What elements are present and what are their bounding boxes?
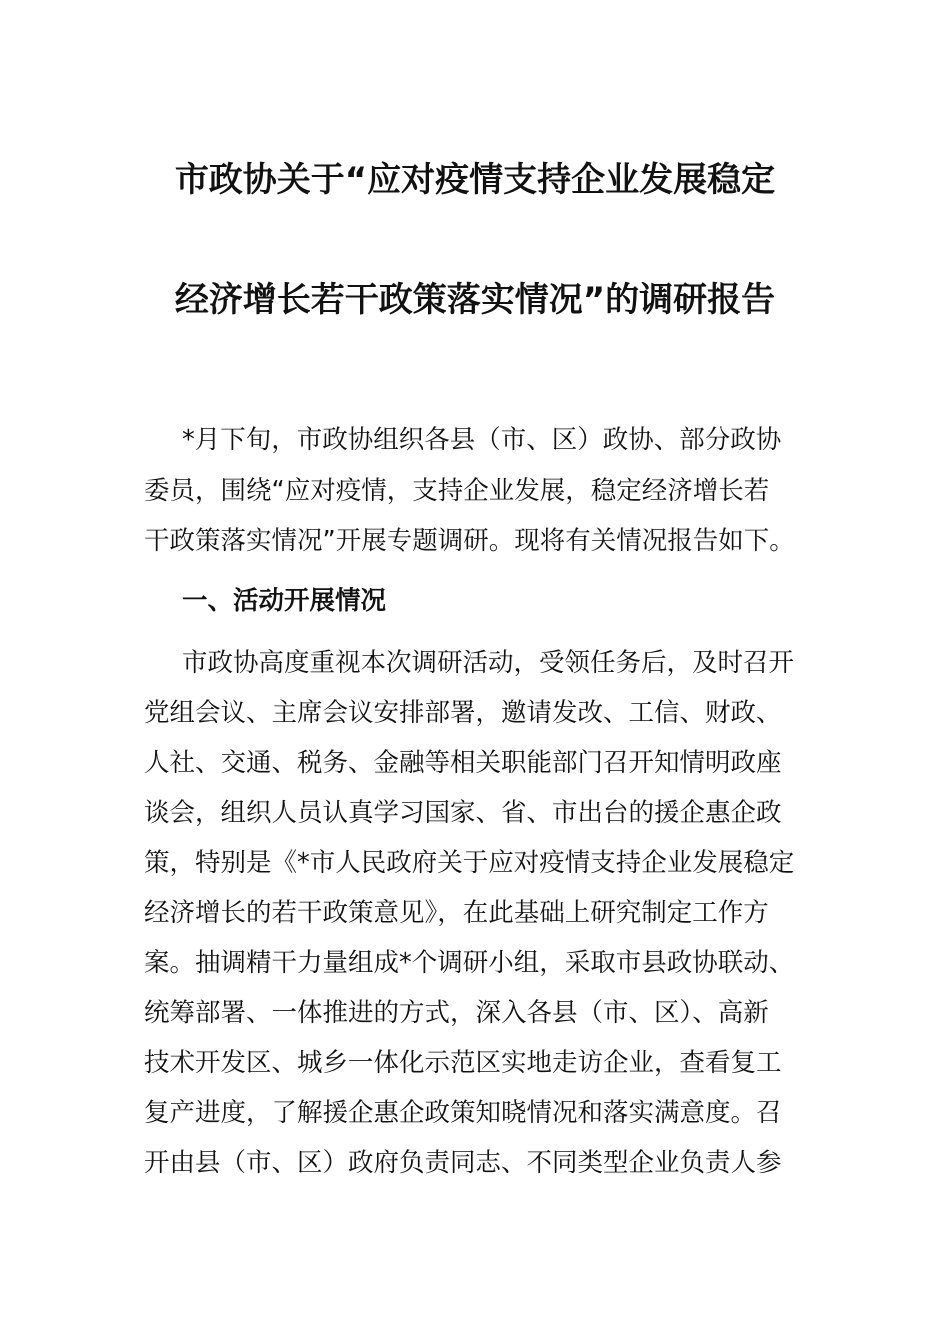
paragraph-2-line-11: 开由县（市、区）政府负责同志、不同类型企业负责人参 <box>144 1148 782 1178</box>
paragraph-1-line-1: *月下旬，市政协组织各县（市、区）政协、部分政协 <box>182 425 782 455</box>
paragraph-2-line-4: 谈会，组织人员认真学习国家、省、市出台的援企惠企政 <box>144 798 782 828</box>
paragraph-2-line-7: 案。抽调精干力量组成*个调研小组，采取市县政协联动、 <box>144 948 795 978</box>
document-title-line-1: 市政协关于“应对疫情支持企业发展稳定 <box>174 160 776 200</box>
paragraph-2-line-1: 市政协高度重视本次调研活动，受领任务后，及时召开 <box>182 648 795 678</box>
section-heading-1: 一、活动开展情况 <box>182 586 387 616</box>
paragraph-2-line-6: 经济增长的若干政策意见》，在此基础上研究制定工作方 <box>144 898 769 928</box>
paragraph-2-line-8: 统筹部署、一体推进的方式，深入各县（市、区）、高新 <box>144 998 769 1028</box>
paragraph-1-line-3: 干政策落实情况”开展专题调研。现将有关情况报告如下。 <box>144 526 795 556</box>
paragraph-1-line-2: 委员，围绕“应对疫情，支持企业发展，稳定经济增长若 <box>144 476 770 506</box>
paragraph-2-line-10: 复产进度，了解援企惠企政策知晓情况和落实满意度。召 <box>144 1098 782 1128</box>
paragraph-2-line-9: 技术开发区、城乡一体化示范区实地走访企业，查看复工 <box>144 1048 782 1078</box>
paragraph-2-line-3: 人社、交通、税务、金融等相关职能部门召开知情明政座 <box>144 748 782 778</box>
paragraph-2-line-2: 党组会议、主席会议安排部署，邀请发改、工信、财政、 <box>144 698 782 728</box>
document-title-line-2: 经济增长若干政策落实情况”的调研报告 <box>174 280 776 320</box>
paragraph-2-line-5: 策，特别是《*市人民政府关于应对疫情支持企业发展稳定 <box>144 848 795 878</box>
